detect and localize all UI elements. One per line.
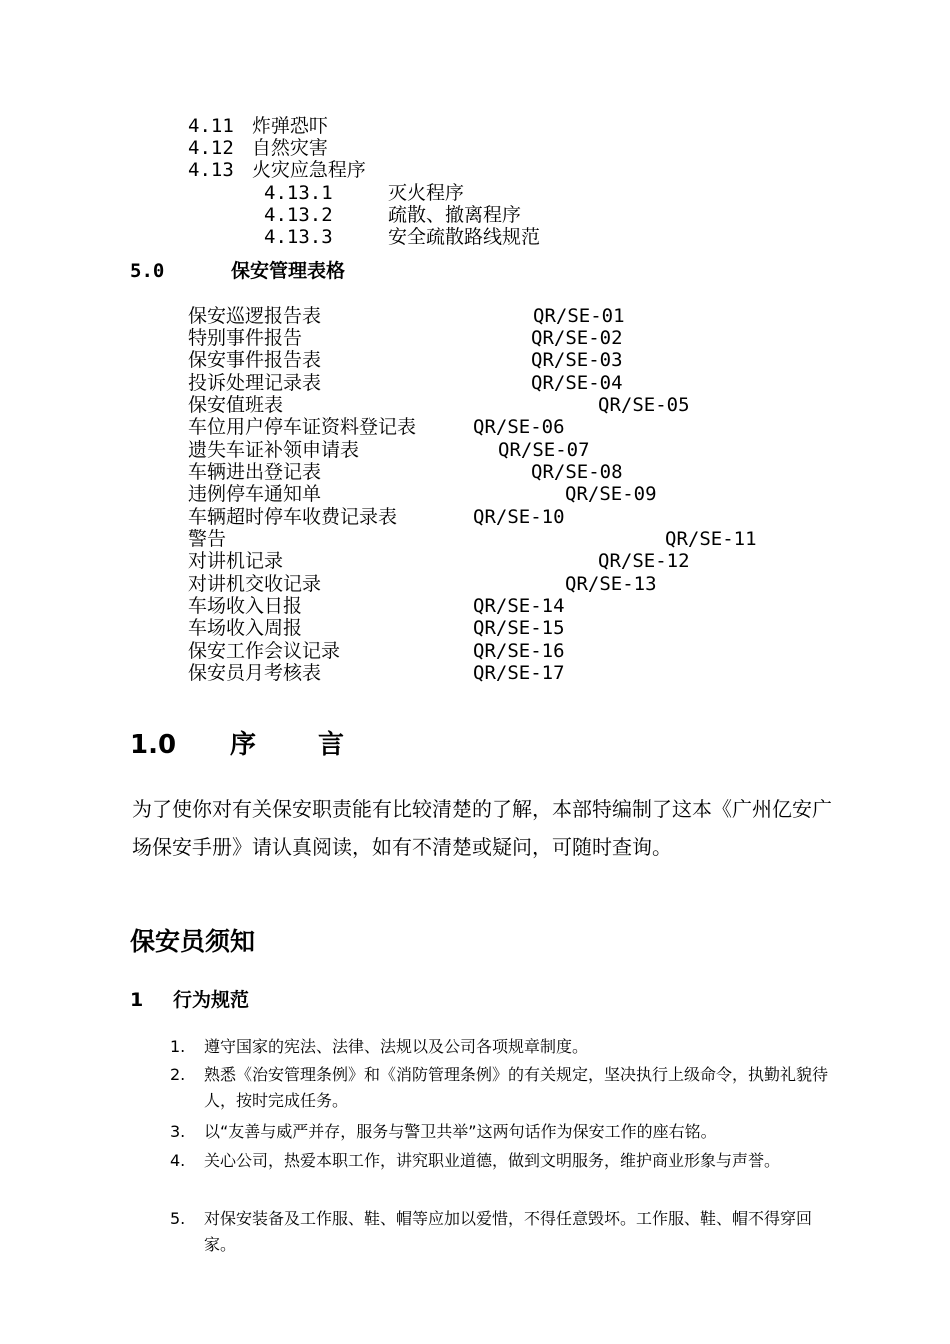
form-name: 特别事件报告 xyxy=(188,327,303,349)
form-code: QR/SE-09 xyxy=(565,483,657,505)
form-code: QR/SE-06 xyxy=(473,416,565,438)
form-name: 车场收入周报 xyxy=(188,617,303,639)
form-code: QR/SE-12 xyxy=(598,550,690,572)
subsection-title: 行为规范 xyxy=(173,989,250,1011)
list-item-text: 关心公司，热爱本职工作，讲究职业道德，做到文明服务，维护商业形象与声誉。 xyxy=(204,1151,781,1170)
form-code: QR/SE-11 xyxy=(665,528,757,550)
form-name: 保安巡逻报告表 xyxy=(188,305,322,327)
form-code: QR/SE-02 xyxy=(531,327,623,349)
heading-title-part: 言 xyxy=(318,730,345,760)
form-code: QR/SE-17 xyxy=(473,662,565,684)
toc-subitem-number: 4.13.3 xyxy=(264,226,333,248)
toc-subitem-text: 安全疏散路线规范 xyxy=(388,226,541,248)
form-name: 车辆超时停车收费记录表 xyxy=(188,506,398,528)
form-code: QR/SE-07 xyxy=(498,439,590,461)
list-item xyxy=(170,1062,838,1114)
toc-item xyxy=(188,117,328,136)
form-name: 保安员月考核表 xyxy=(188,662,322,684)
toc-item-text: 自然灾害 xyxy=(251,137,328,159)
list-item-text: 以“友善与威严并存，服务与警卫共举”这两句话作为保安工作的座右铭。 xyxy=(204,1122,717,1141)
toc-item xyxy=(188,139,328,158)
heading-number: 1.0 xyxy=(130,730,177,760)
list-item-number: 5. xyxy=(170,1209,186,1228)
form-code: QR/SE-16 xyxy=(473,640,565,662)
toc-item-number: 4.11 xyxy=(188,115,234,137)
form-code: QR/SE-14 xyxy=(473,595,565,617)
toc-item-text: 炸弹恐吓 xyxy=(251,115,328,137)
section-number: 5.0 xyxy=(130,260,165,282)
intro-paragraph: 为了使你对有关保安职责能有比较清楚的了解，本部特编制了这本《广州亿安广场保安手册》请认真阅读，如有不清楚或疑问，可随时查询。 xyxy=(132,797,832,859)
form-name: 保安工作会议记录 xyxy=(188,640,341,662)
form-code: QR/SE-15 xyxy=(473,617,565,639)
form-code: QR/SE-05 xyxy=(598,394,690,416)
toc-subitem-text: 疏散、撤离程序 xyxy=(388,204,522,226)
toc-item-number: 4.13 xyxy=(188,159,234,181)
list-item-text: 遵守国家的宪法、法律、法规以及公司各项规章制度。 xyxy=(204,1037,589,1056)
form-code: QR/SE-10 xyxy=(473,506,565,528)
form-code: QR/SE-04 xyxy=(531,372,623,394)
list-item-number: 2. xyxy=(170,1065,186,1084)
form-name: 保安值班表 xyxy=(188,394,284,416)
toc-item xyxy=(188,161,366,180)
toc-item-text: 火灾应急程序 xyxy=(251,159,366,181)
subsection-number: 1 xyxy=(130,989,144,1011)
form-name: 警告 xyxy=(188,528,227,550)
list-item xyxy=(170,1119,838,1145)
form-name: 遗失车证补领申请表 xyxy=(188,439,360,461)
list-item-number: 4. xyxy=(170,1151,186,1170)
form-name: 违例停车通知单 xyxy=(188,483,322,505)
list-item xyxy=(170,1148,838,1174)
notice-title: 保安员须知 xyxy=(130,927,256,956)
form-name: 投诉处理记录表 xyxy=(188,372,322,394)
form-code: QR/SE-13 xyxy=(565,573,657,595)
form-code: QR/SE-01 xyxy=(533,305,625,327)
list-item-text: 对保安装备及工作服、鞋、帽等应加以爱惜，不得任意毁坏。工作服、鞋、帽不得穿回家。 xyxy=(204,1209,813,1254)
toc-subitem-number: 4.13.1 xyxy=(264,182,333,204)
list-item-number: 3. xyxy=(170,1122,186,1141)
form-name: 车场收入日报 xyxy=(188,595,303,617)
section-title: 保安管理表格 xyxy=(231,260,346,282)
form-name: 保安事件报告表 xyxy=(188,349,322,371)
list-item xyxy=(170,1206,838,1258)
heading-title-part: 序 xyxy=(230,730,257,760)
form-name: 对讲机交收记录 xyxy=(188,573,322,595)
form-name: 车辆进出登记表 xyxy=(188,461,322,483)
form-name: 车位用户停车证资料登记表 xyxy=(188,416,417,438)
toc-item-number: 4.12 xyxy=(188,137,234,159)
list-item-text: 熟悉《治安管理条例》和《消防管理条例》的有关规定，坚决执行上级命令，执勤礼貌待人，按时完成任务。 xyxy=(204,1065,829,1110)
list-item xyxy=(170,1034,838,1060)
list-item-number: 1. xyxy=(170,1037,186,1056)
form-code: QR/SE-08 xyxy=(531,461,623,483)
form-name: 对讲机记录 xyxy=(188,550,284,572)
toc-subitem-number: 4.13.2 xyxy=(264,204,333,226)
form-code: QR/SE-03 xyxy=(531,349,623,371)
toc-subitem-text: 灭火程序 xyxy=(388,182,465,204)
